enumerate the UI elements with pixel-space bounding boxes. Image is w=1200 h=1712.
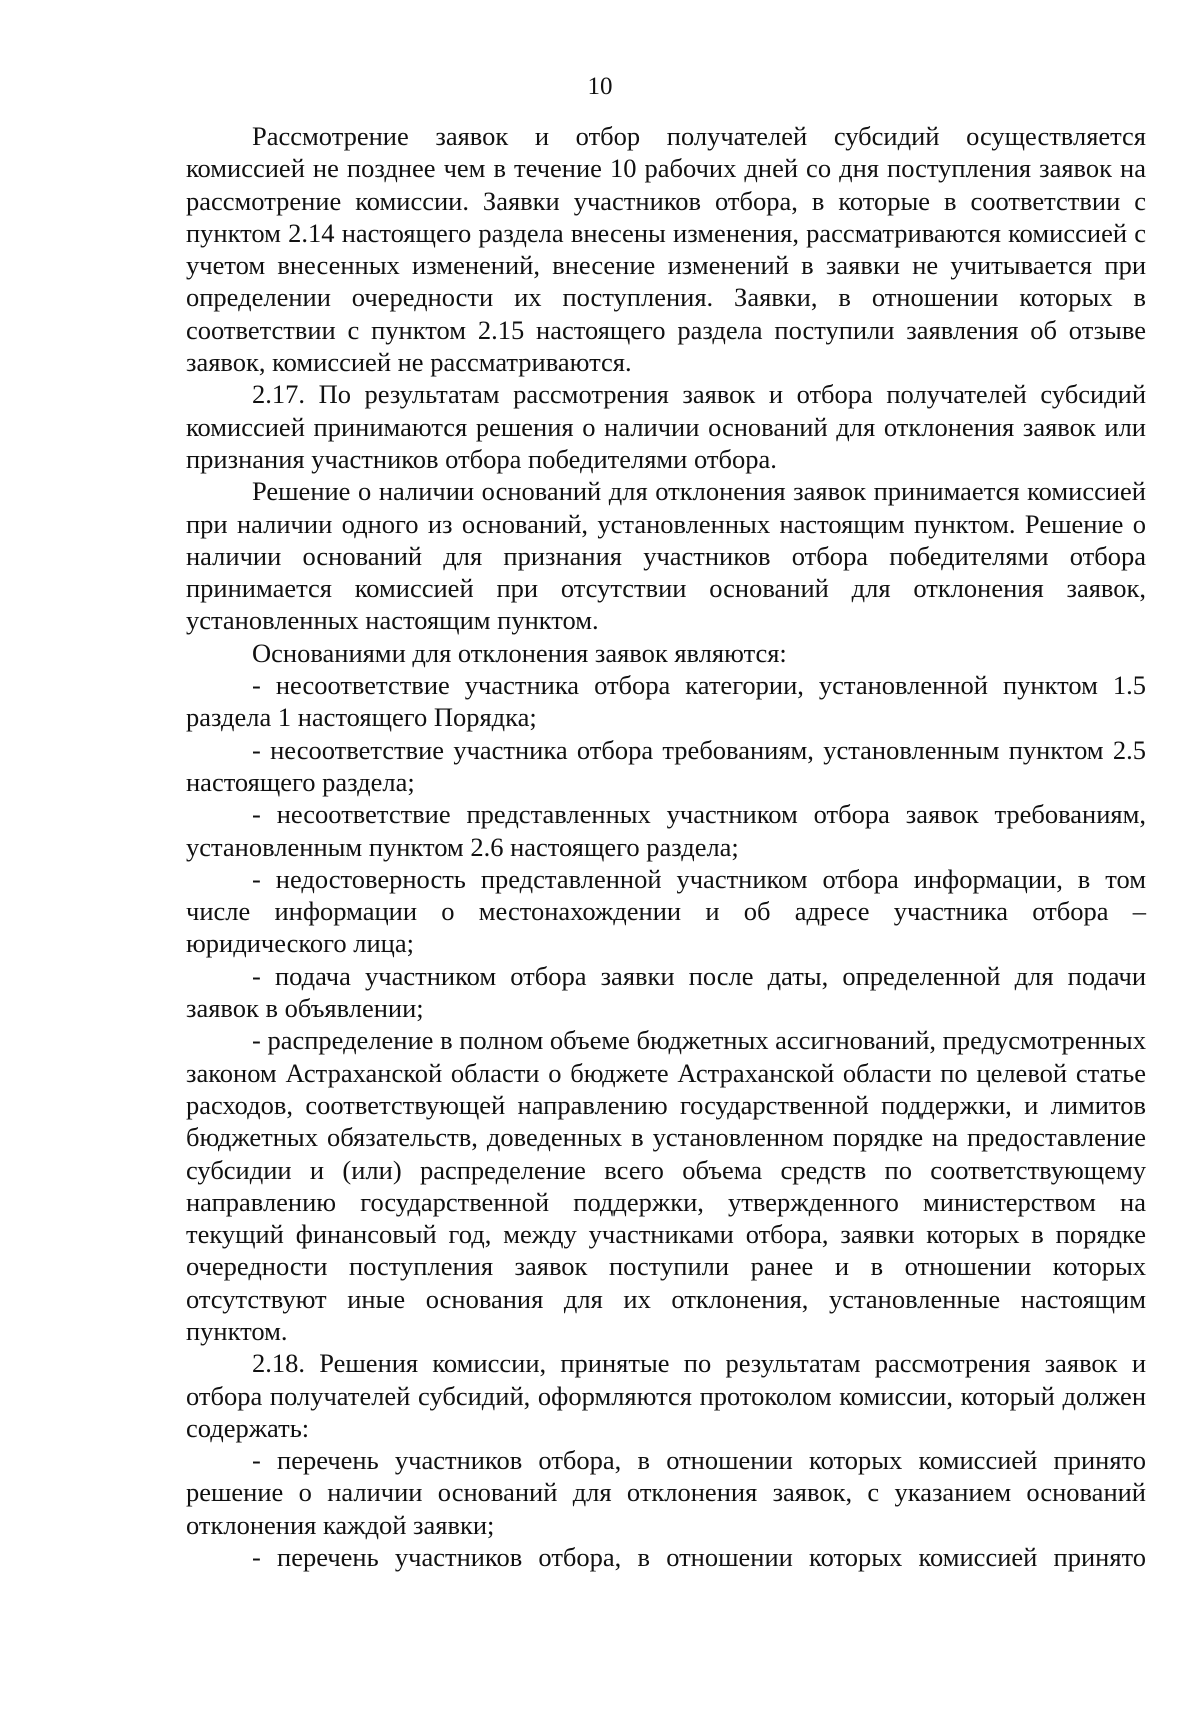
paragraph-decision-grounds: Решение о наличии оснований для отклонения заявок принимается комиссией при наличии одного из оснований, установленных настоящим пунктом. Решение о наличии оснований для признания участников отбора победителями отбора принимается комиссией при отсутствии оснований для отклонения заявок, установленных настоящим пунктом. (186, 476, 1146, 636)
paragraph-review-of-applications: Рассмотрение заявок и отбор получателей субсидий осуществляется комиссией не позднее чем в течение 10 рабочих дней со дня поступления заявок на рассмотрение комиссии. Заявки участников отбора, в которые в соответствии с пунктом 2.14 настоящего раздела внесены изменения, рассматриваются комиссией с учетом внесенных изменений, внесение изменений в заявки не учитывается при определении очередности их поступления. Заявки, в отношении которых в соответствии с пунктом 2.15 настоящего раздела поступили заявления об отзыве заявок, комиссией не рассматриваются. (186, 121, 1146, 378)
paragraph-2-17: 2.17. По результатам рассмотрения заявок и отбора получателей субсидий комиссией принимаются решения о наличии оснований для отклонения заявок или признания участников отбора победителями отбора. (186, 379, 1146, 474)
list-item-category-mismatch: - несоответствие участника отбора категории, установленной пунктом 1.5 раздела 1 настоящего Порядка; (186, 670, 1146, 733)
document-body (186, 120, 1146, 1573)
paragraph-2-18: 2.18. Решения комиссии, принятые по результатам рассмотрения заявок и отбора получателей субсидий, оформляются протоколом комиссии, который должен содержать: (186, 1348, 1146, 1443)
list-item-requirements-mismatch: - несоответствие участника отбора требованиям, установленным пунктом 2.5 настоящего раздела; (186, 734, 1146, 797)
list-item-application-mismatch: - несоответствие представленных участником отбора заявок требованиям, установленным пунктом 2.6 настоящего раздела; (186, 799, 1146, 862)
list-item-participants-continued: - перечень участников отбора, в отношении которых комиссией принято (252, 1542, 1146, 1573)
list-item-rejected-participants: - перечень участников отбора, в отношении которых комиссией принято решение о наличии оснований для отклонения заявок, с указанием оснований отклонения каждой заявки; (186, 1445, 1146, 1540)
paragraph-rejection-grounds-intro: Основаниями для отклонения заявок являются: (252, 637, 787, 668)
list-item-unreliable-information: - недостоверность представленной участником отбора информации, в том числе информации о местонахождении и об адресе участника отбора – юридического лица; (186, 863, 1146, 959)
list-item-budget-exhausted: - распределение в полном объеме бюджетных ассигнований, предусмотренных законом Астраханской области о бюджете Астраханской области по целевой статье расходов, соответствующей направлению государственной поддержки, и лимитов бюджетных обязательств, доведенных в установленном порядке на предоставление субсидии и (или) распределение всего объема средств по соответствующему направлению государственной поддержки, утвержденного министерством на текущий финансовый год, между участниками отбора, заявки которых в порядке очередности поступления заявок поступили ранее и в отношении которых отсутствуют иные основания для их отклонения, установленные настоящим пунктом. (186, 1025, 1146, 1346)
list-item-late-submission: - подача участником отбора заявки после даты, определенной для подачи заявок в объявлении; (186, 960, 1146, 1024)
page-number: 10 (587, 73, 613, 100)
